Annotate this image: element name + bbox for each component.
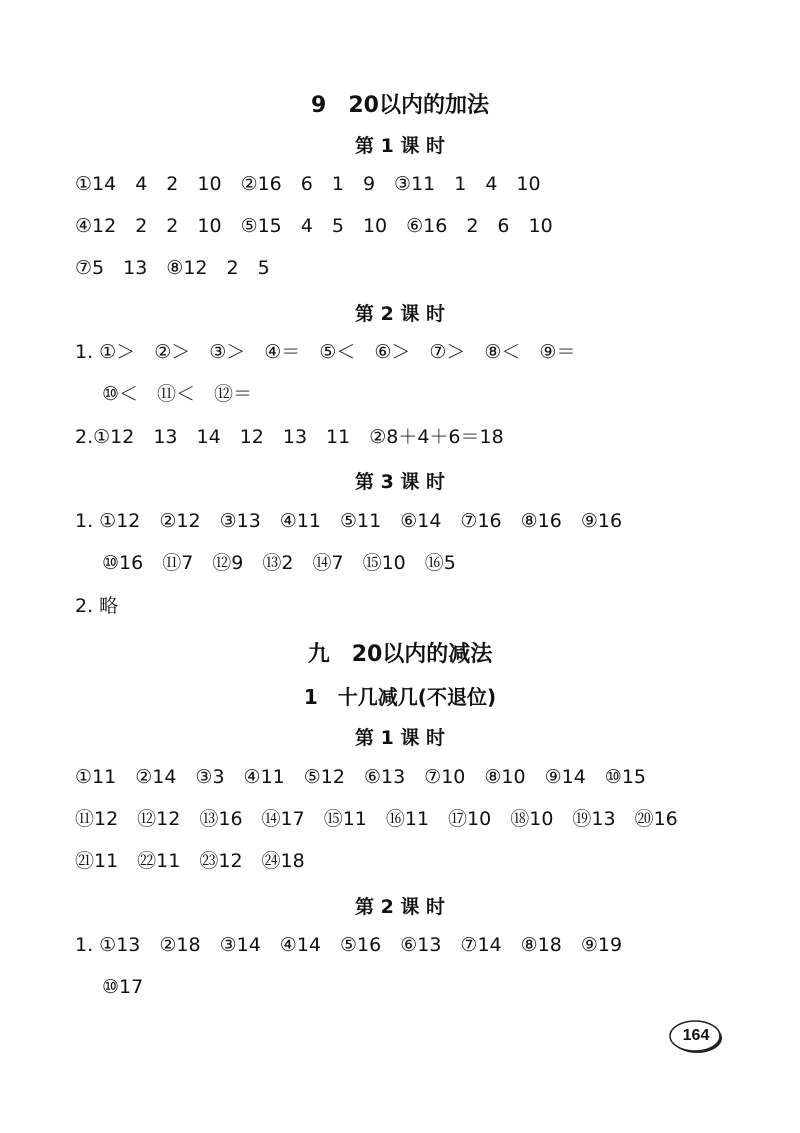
unit-title: 九 20以内的减法 xyxy=(307,642,493,667)
lesson-title: 第 1 课 时 xyxy=(354,135,446,157)
answer-line: 2.①12 13 14 12 13 11 ②8＋4＋6＝18 xyxy=(75,426,504,448)
lesson-title: 第 3 课 时 xyxy=(354,471,446,493)
page-number-badge xyxy=(668,1018,724,1056)
lesson-title: 第 2 课 时 xyxy=(354,303,446,325)
answer-line: 1. ①13 ②18 ③14 ④14 ⑤16 ⑥13 ⑦14 ⑧18 ⑨19 xyxy=(75,934,623,956)
answer-line: 1. ①12 ②12 ③13 ④11 ⑤11 ⑥14 ⑦16 ⑧16 ⑨16 xyxy=(75,510,623,532)
answer-line: 1. ①＞ ②＞ ③＞ ④＝ ⑤＜ ⑥＞ ⑦＞ ⑧＜ ⑨＝ xyxy=(75,341,576,363)
unit-title: 9 20以内的加法 xyxy=(311,93,489,118)
lesson-title: 第 2 课 时 xyxy=(354,896,446,918)
section-title: 1 十几减几(不退位) xyxy=(303,685,497,709)
answer-line: ①14 4 2 10 ②16 6 1 9 ③11 1 4 10 xyxy=(75,173,541,195)
answer-line: ㉑11 ㉒11 ㉓12 ㉔18 xyxy=(75,850,305,872)
answer-line: ⑩＜ ⑪＜ ⑫＝ xyxy=(102,383,253,405)
page-number: 164 xyxy=(682,1027,710,1044)
answer-line: ④12 2 2 10 ⑤15 4 5 10 ⑥16 2 6 10 xyxy=(75,215,553,237)
answer-line: ⑩17 xyxy=(102,976,144,998)
answer-line: ①11 ②14 ③3 ④11 ⑤12 ⑥13 ⑦10 ⑧10 ⑨14 ⑩15 xyxy=(75,766,647,788)
answer-line: ⑩16 ⑪7 ⑫9 ⑬2 ⑭7 ⑮10 ⑯5 xyxy=(102,552,456,574)
answer-line: ⑪12 ⑫12 ⑬16 ⑭17 ⑮11 ⑯11 ⑰10 ⑱10 ⑲13 ⑳16 xyxy=(75,808,678,830)
answer-line: 2. 略 xyxy=(75,595,119,617)
answer-line: ⑦5 13 ⑧12 2 5 xyxy=(75,257,270,279)
lesson-title: 第 1 课 时 xyxy=(354,727,446,749)
